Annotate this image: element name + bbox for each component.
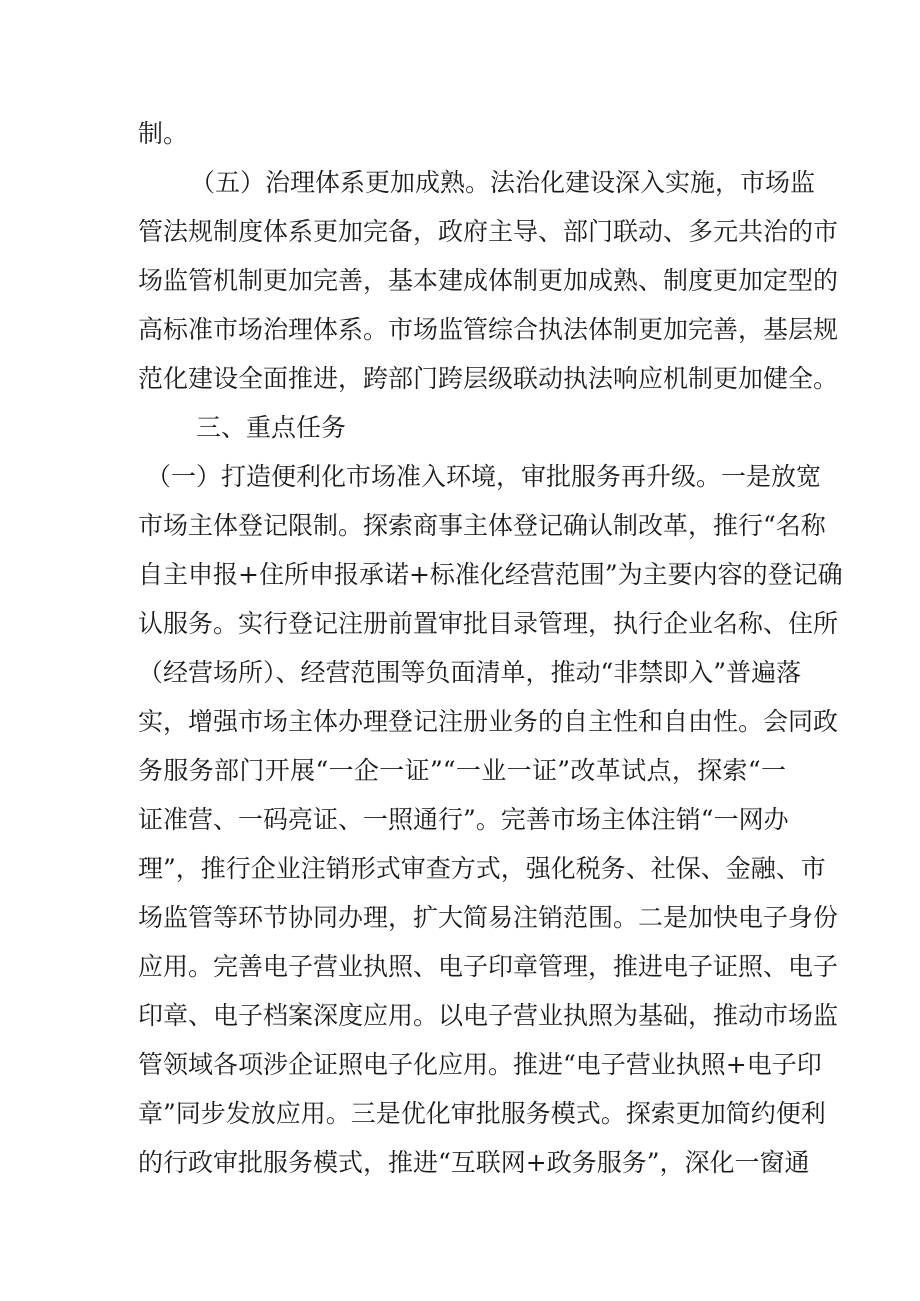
text-line-15: 证准营、一码亮证、一照通行”。完善市场主体注销“一网办 [138,805,789,834]
text-line-22: 的行政审批服务模式，推进“互联网+政务服务”，深化一窗通 [138,1148,810,1177]
text-line-21: 章”同步发放应用。三是优化审批服务模式。探索更加简约便利 [138,1099,826,1128]
text-line-11: 认服务。实行登记注册前置审批目录管理，执行企业名称、住所 [138,609,839,638]
text-line-12: （经营场所）、经营范围等负面清单，推动“非禁即入”普遍落 [138,658,802,687]
text-line-5: 高标准市场治理体系。市场监管综合执法体制更加完善，基层规 [138,315,839,344]
text-line-1: 制。 [138,119,189,148]
text-line-17: 场监管等环节协同办理，扩大简易注销范围。二是加快电子身份 [138,903,839,932]
text-line-10: 自主申报+住所申报承诺+标准化经营范围”为主要内容的登记确 [138,560,843,589]
text-line-14: 务服务部门开展“一企一证”“一业一证”改革试点，探索“一 [138,756,786,785]
text-line-19: 印章、电子档案深度应用。以电子营业执照为基础，推动市场监 [138,1001,839,1030]
text-line-4: 场监管机制更加完善，基本建成体制更加成熟、制度更加定型的 [138,266,839,295]
text-line-13: 实，增强市场主体办理登记注册业务的自主性和自由性。会同政 [138,707,839,736]
text-line-20: 管领域各项涉企证照电子化应用。推进“电子营业执照+电子印 [138,1050,822,1079]
text-line-6: 范化建设全面推进，跨部门跨层级联动执法响应机制更加健全。 [138,364,839,393]
text-line-3: 管法规制度体系更加完备，政府主导、部门联动、多元共治的市 [138,217,839,246]
text-line-18: 应用。完善电子营业执照、电子印章管理，推进电子证照、电子 [138,952,839,981]
text-line-8: （一）打造便利化市场准入环境，审批服务再升级。一是放宽 [146,462,822,491]
text-line-2: （五）治理体系更加成熟。法治化建设深入实施，市场监 [190,168,816,197]
text-line-16: 理”，推行企业注销形式审查方式，强化税务、社保、金融、市 [138,854,826,883]
text-line-9: 市场主体登记限制。探索商事主体登记确认制改革，推行“名称 [138,511,826,540]
section-heading: 三、重点任务 [196,413,347,442]
